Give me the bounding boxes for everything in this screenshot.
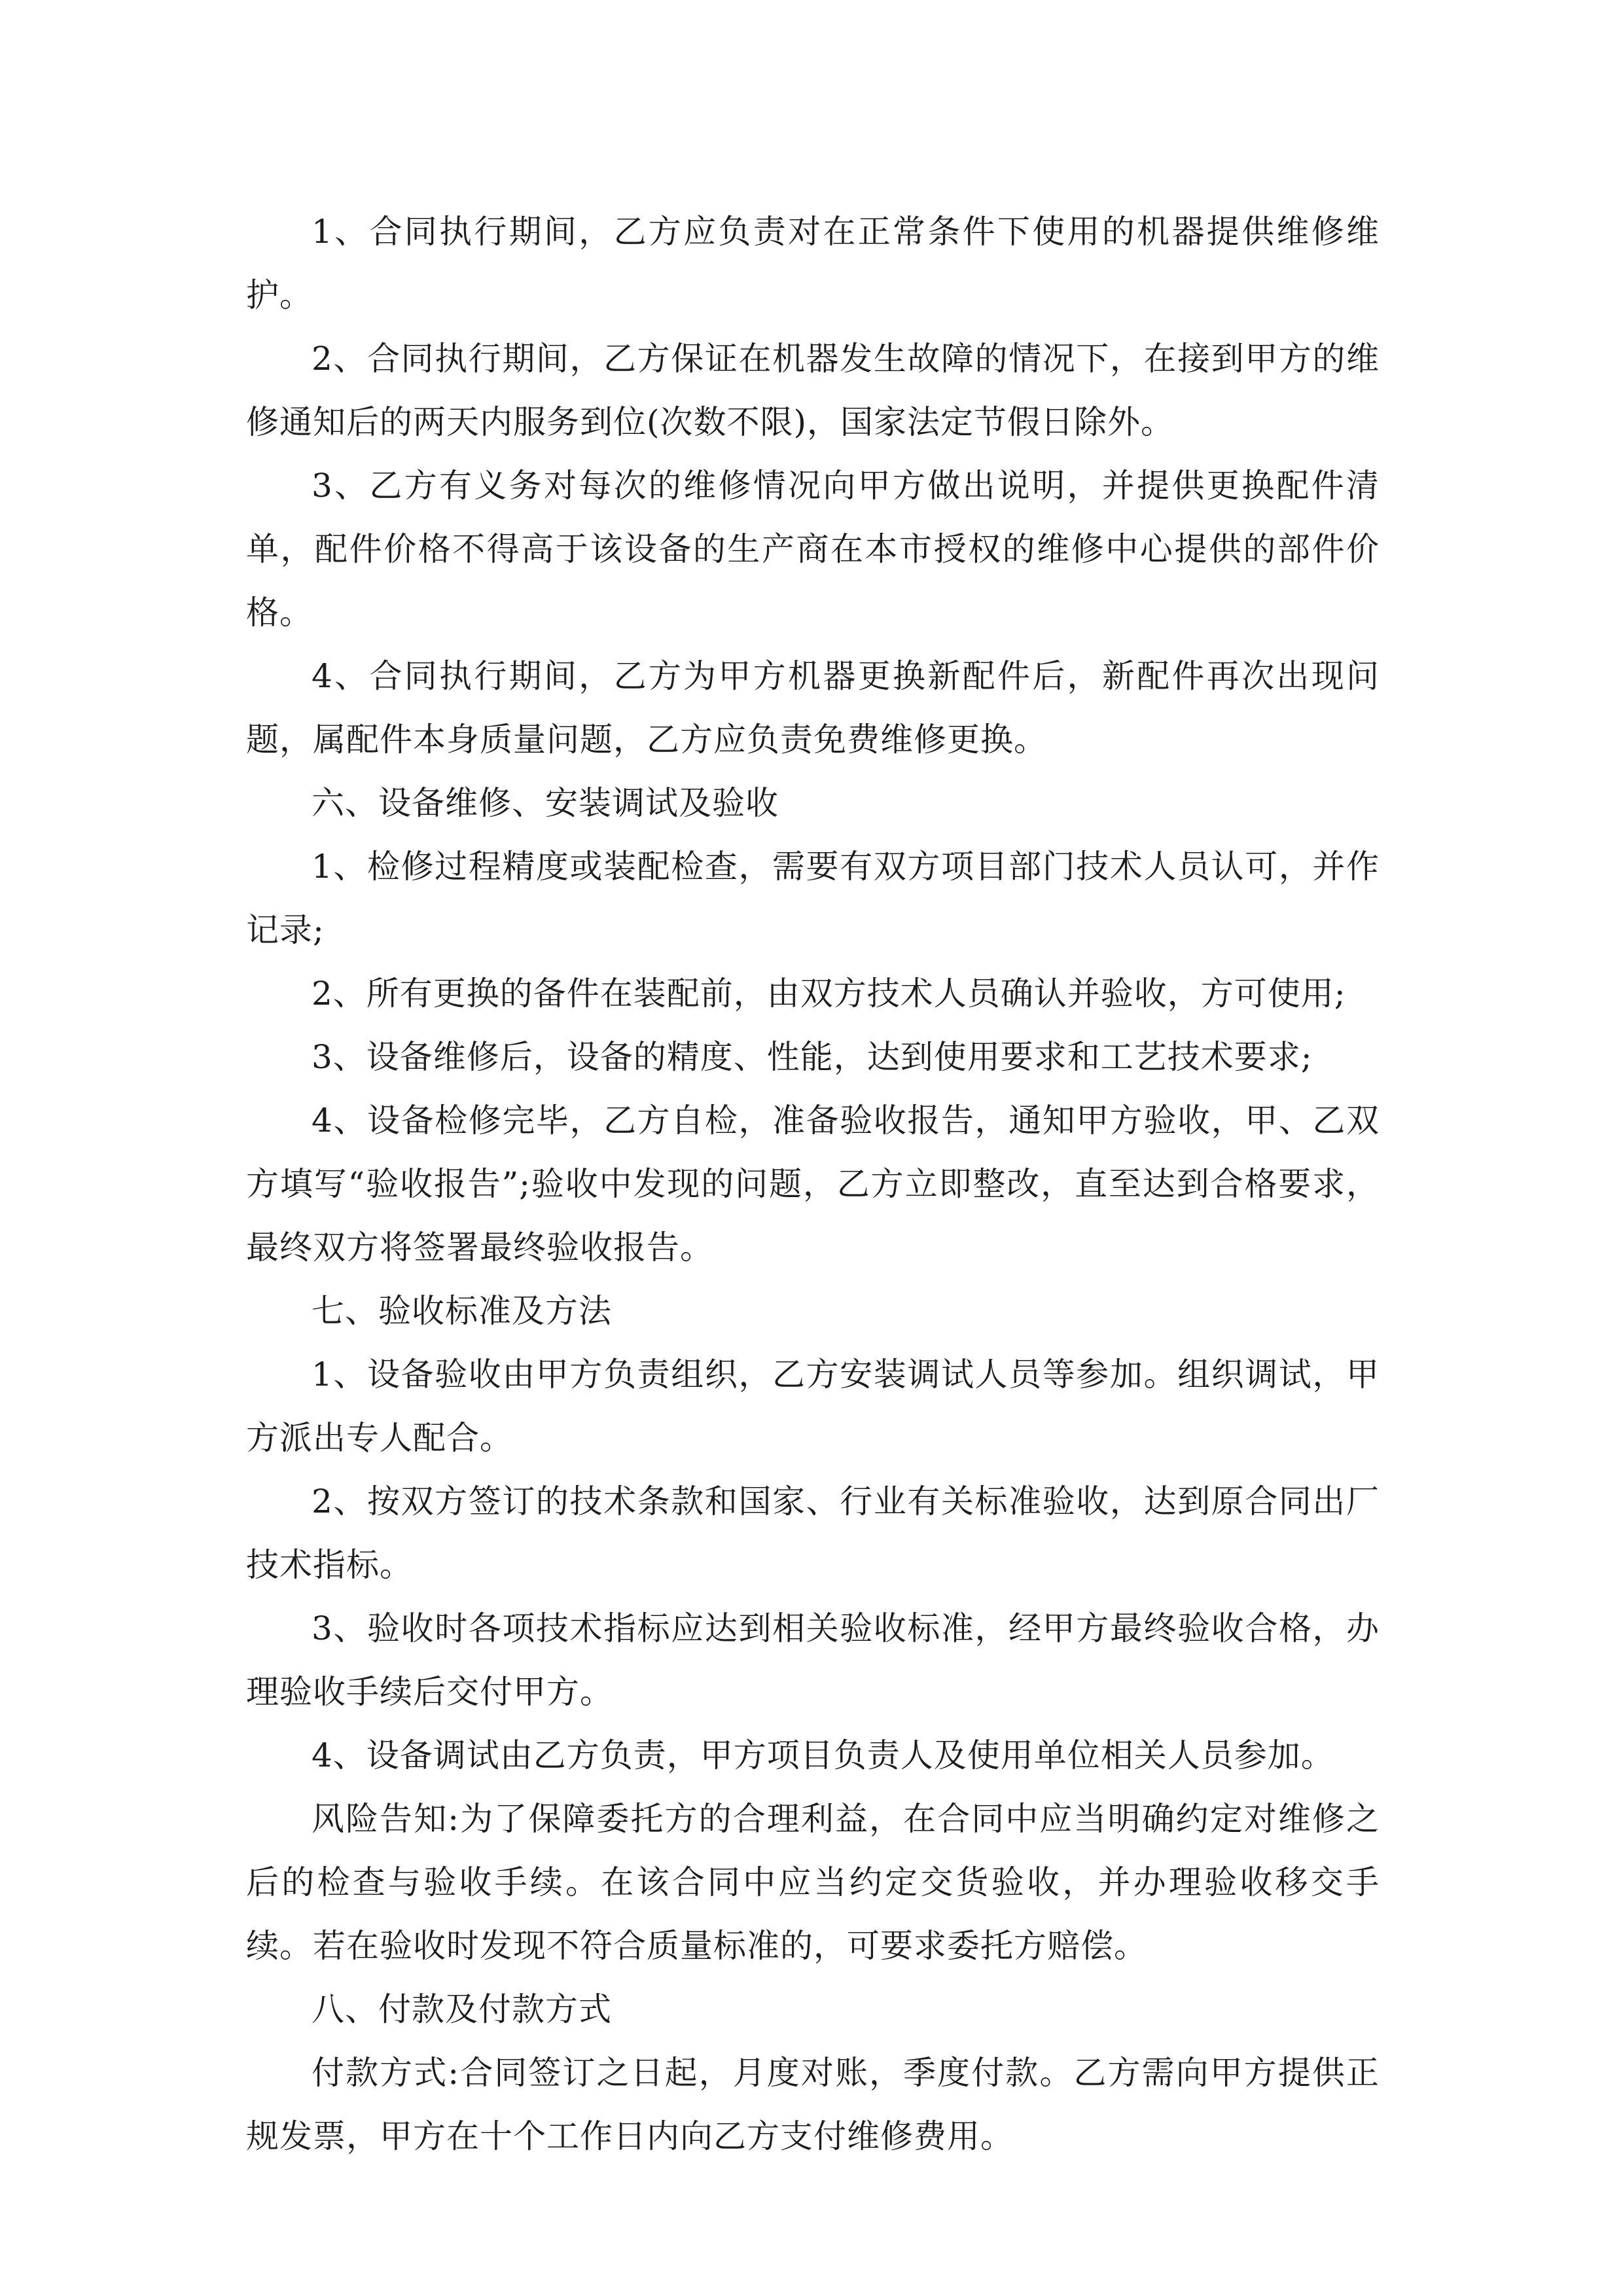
risk-notice: 风险告知:为了保障委托方的合理利益，在合同中应当明确约定对维修之后的检查与验收手续。在该合同中应当约定交货验收，并办理验收移交手续。若在验收时发现不符合质量标准的，可要求委托方赔偿。 [246, 1800, 1380, 1965]
clause-technical-standards: 2、按双方签订的技术条款和国家、行业有关标准验收，达到原合同出厂技术指标。 [246, 1482, 1380, 1584]
section-heading-7: 七、验收标准及方法 [312, 1292, 612, 1330]
clause-service-response: 2、合同执行期间，乙方保证在机器发生故障的情况下，在接到甲方的维修通知后的两天内服务到位(次数不限)，国家法定节假日除外。 [246, 340, 1380, 441]
document-body [246, 200, 1380, 2168]
clause-acceptance-organization: 1、设备验收由甲方负责组织，乙方安装调试人员等参加。组织调试，甲方派出专人配合。 [246, 1355, 1380, 1457]
section-heading-6: 六、设备维修、安装调试及验收 [312, 784, 779, 822]
clause-commissioning: 4、设备调试由乙方负责，甲方项目负责人及使用单位相关人员参加。 [312, 1736, 1334, 1774]
clause-final-acceptance: 3、验收时各项技术指标应达到相关验收标准，经甲方最终验收合格，办理验收手续后交付甲方。 [246, 1609, 1380, 1711]
clause-inspection-record: 1、检修过程精度或装配检查，需要有双方项目部门技术人员认可，并作记录; [246, 848, 1380, 949]
section-heading-8: 八、付款及付款方式 [312, 1990, 612, 2028]
clause-acceptance-report: 4、设备检修完毕，乙方自检，准备验收报告，通知甲方验收，甲、乙双方填写“验收报告”;验收中发现的问题，乙方立即整改，直至达到合格要求，最终双方将签署最终验收报告。 [246, 1102, 1380, 1266]
clause-parts-list: 3、乙方有义务对每次的维修情况向甲方做出说明，并提供更换配件清单，配件价格不得高于该设备的生产商在本市授权的维修中心提供的部件价格。 [246, 467, 1380, 632]
clause-post-repair-requirements: 3、设备维修后，设备的精度、性能，达到使用要求和工艺技术要求; [312, 1038, 1313, 1076]
clause-parts-warranty: 4、合同执行期间，乙方为甲方机器更换新配件后，新配件再次出现问题，属配件本身质量问题，乙方应负责免费维修更换。 [246, 657, 1380, 759]
clause-maintenance-duty: 1、合同执行期间，乙方应负责对在正常条件下使用的机器提供维修维护。 [246, 213, 1380, 314]
clause-payment-method: 付款方式:合同签订之日起，月度对账，季度付款。乙方需向甲方提供正规发票，甲方在十个工作日内向乙方支付维修费用。 [246, 2054, 1380, 2155]
clause-spare-parts-acceptance: 2、所有更换的备件在装配前，由双方技术人员确认并验收，方可使用; [312, 975, 1346, 1013]
